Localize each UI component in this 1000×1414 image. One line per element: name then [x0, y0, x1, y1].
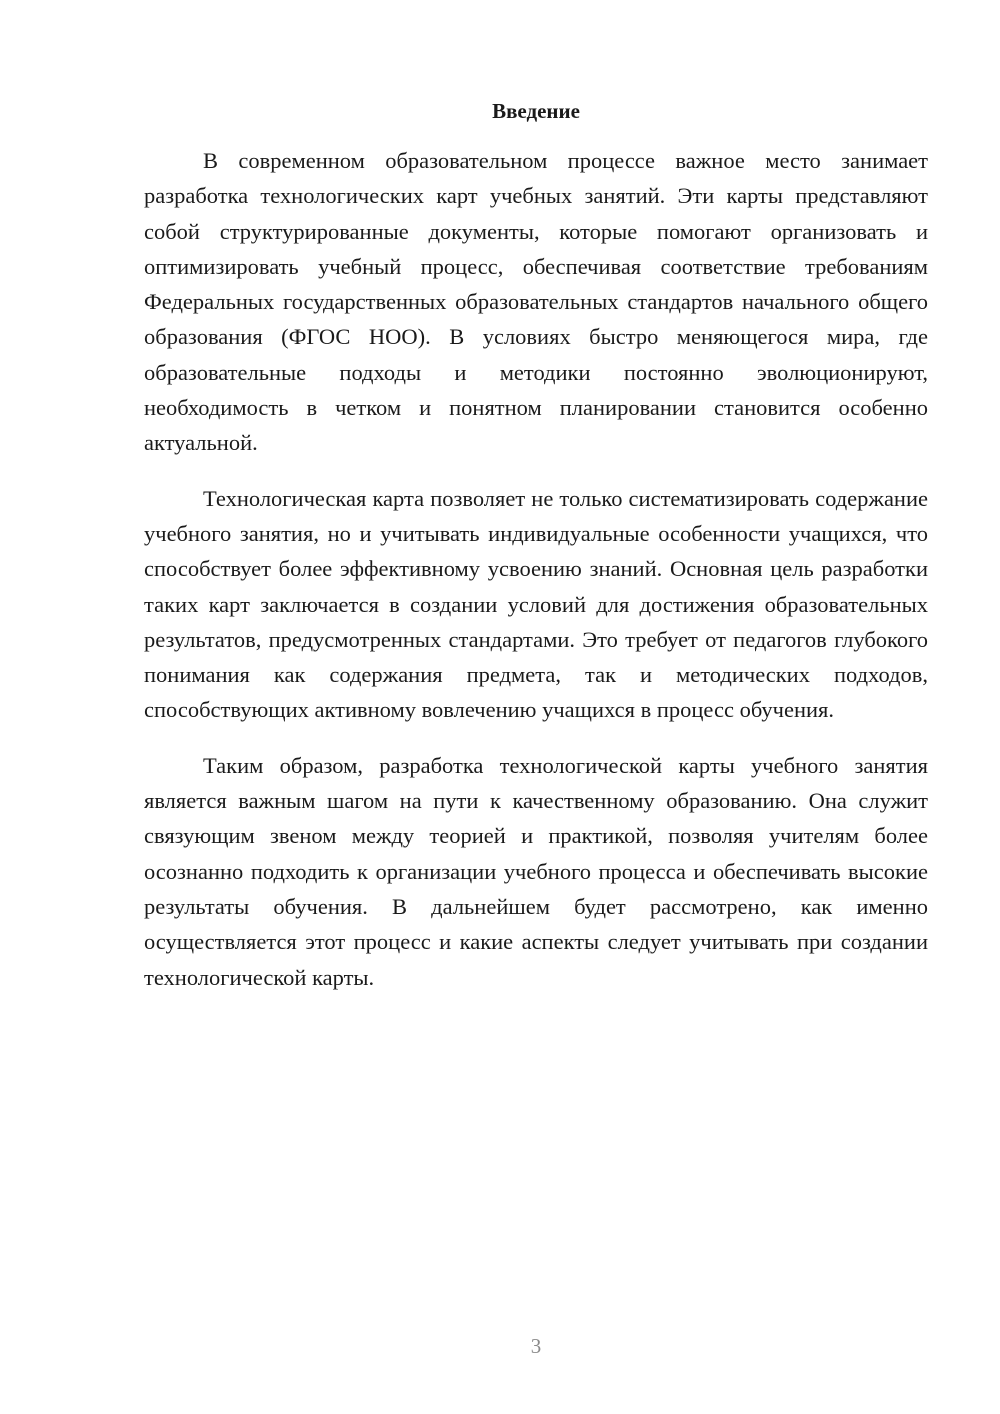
- paragraph-2: Технологическая карта позволяет не только систематизировать содержание учебного занятия, но и учитывать индивидуальные особенности учащихся, что способствует более эффективному усвоению знаний. Основная цель разработки таких карт заключается в создании условий для достижения образовательных результатов, предусмотренных стандартами. Это требует от педагогов глубокого понимания как содержания предмета, так и методических подходов, способствующих активному вовлечению учащихся в процесс обучения.: [144, 485, 928, 723]
- section-heading: Введение: [492, 99, 580, 123]
- paragraph-3: Таким образом, разработка технологической карты учебного занятия является важным шагом на пути к качественному образованию. Она служит связующим звеном между теорией и практикой, позволяя учителям более осознанно подходить к организации учебного процесса и обеспечивать высокие результаты обучения. В дальнейшем будет рассмотрено, как именно осуществляется этот процесс и какие аспекты следует учитывать при создании технологической карты.: [144, 752, 928, 990]
- body-text: [144, 143, 928, 1015]
- page-number: 3: [530, 1334, 542, 1358]
- paragraph-1: В современном образовательном процессе важное место занимает разработка технологических карт учебных занятий. Эти карты представляют собой структурированные документы, которые помогают организовать и оптимизировать учебный процесс, обеспечивая соответствие требованиям Федеральных государственных образовательных стандартов начального общего образования (ФГОС НОО). В условиях быстро меняющегося мира, где образовательные подходы и методики постоянно эволюционируют, необходимость в четком и понятном планировании становится особенно актуальной.: [144, 148, 928, 456]
